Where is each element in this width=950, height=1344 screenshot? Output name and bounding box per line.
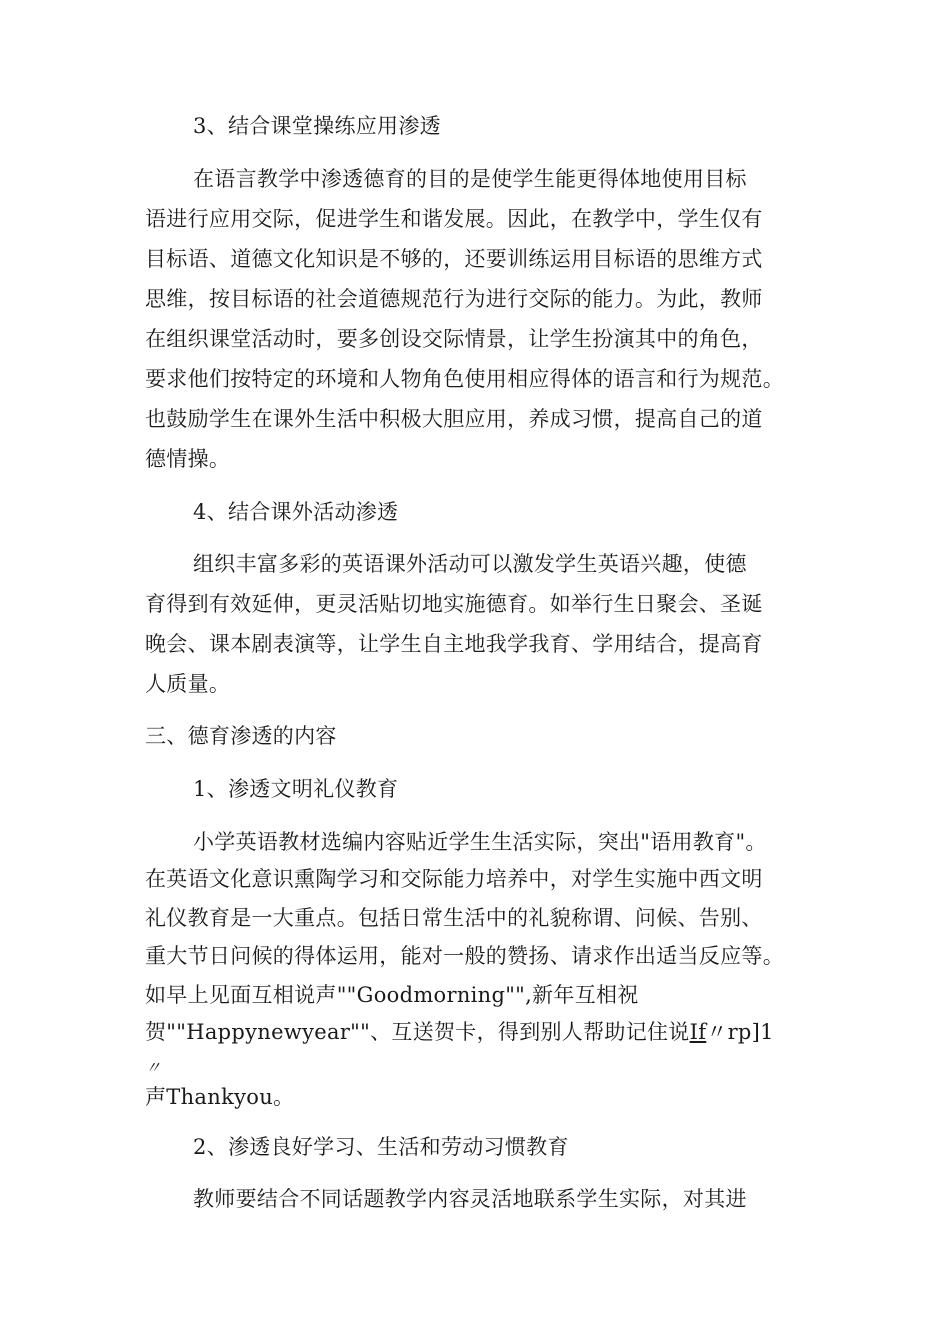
line-text-prefix: 贺""Happynewyear""、互送贺卡，得到别人帮助记住说 [145, 1020, 690, 1044]
underlined-text: If [689, 1020, 707, 1044]
line-text-suffix: 〃rp]1 [706, 1020, 774, 1044]
paragraph-line: 目标语、道德文化知识是不够的，还要训练运用目标语的思维方式 [145, 247, 763, 271]
stray-ocr-mark: 〃 [145, 1058, 162, 1077]
paragraph-line [145, 1019, 774, 1045]
paragraph-line: 也鼓励学生在课外生活中积极大胆应用，养成习惯，提高自己的道 [145, 407, 763, 431]
section-heading-3: 3、结合课堂操练应用渗透 [193, 114, 441, 138]
paragraph-line: 小学英语教材选编内容贴近学生生活实际，突出"语用教育"。 [193, 830, 767, 854]
paragraph-line: 礼仪教育是一大重点。包括日常生活中的礼貌称谓、问候、告别、 [145, 906, 763, 930]
paragraph-line: 要求他们按特定的环境和人物角色使用相应得体的语言和行为规范。 [145, 367, 784, 391]
paragraph-line: 组织丰富多彩的英语课外活动可以激发学生英语兴趣，使德 [193, 552, 747, 576]
paragraph-line: 思维，按目标语的社会道德规范行为进行交际的能力。为此，教师 [145, 287, 763, 311]
paragraph-line: 在组织课堂活动时，要多创设交际情景，让学生扮演其中的角色， [145, 327, 763, 351]
paragraph-line: 教师要结合不同话题教学内容灵活地联系学生实际，对其进 [193, 1187, 747, 1211]
paragraph-line: 声Thankyou。 [145, 1085, 295, 1109]
section-heading-4: 4、结合课外活动渗透 [193, 500, 399, 524]
section-heading-2: 2、渗透良好学习、生活和劳动习惯教育 [193, 1135, 569, 1159]
paragraph-line: 语进行应用交际，促进学生和谐发展。因此，在教学中，学生仅有 [145, 207, 763, 231]
paragraph-line: 育得到有效延伸，更灵活贴切地实施德育。如举行生日聚会、圣诞 [145, 592, 763, 616]
paragraph-line: 在语言教学中渗透德育的目的是使学生能更得体地使用目标 [193, 167, 747, 191]
section-heading-1: 1、渗透文明礼仪教育 [193, 777, 399, 801]
paragraph-line: 德情操。 [145, 447, 231, 471]
chapter-heading: 三、德育渗透的内容 [145, 724, 337, 748]
paragraph-line: 在英语文化意识熏陶学习和交际能力培养中，对学生实施中西文明 [145, 867, 763, 891]
paragraph-line: 重大节日问候的得体运用，能对一般的赞扬、请求作出适当反应等。 [145, 944, 784, 968]
paragraph-line: 人质量。 [145, 672, 231, 696]
paragraph-line: 如早上见面互相说声""Goodmorning"",新年互相祝 [145, 983, 639, 1007]
paragraph-line: 晚会、课本剧表演等，让学生自主地我学我育、学用结合，提高育 [145, 632, 763, 656]
